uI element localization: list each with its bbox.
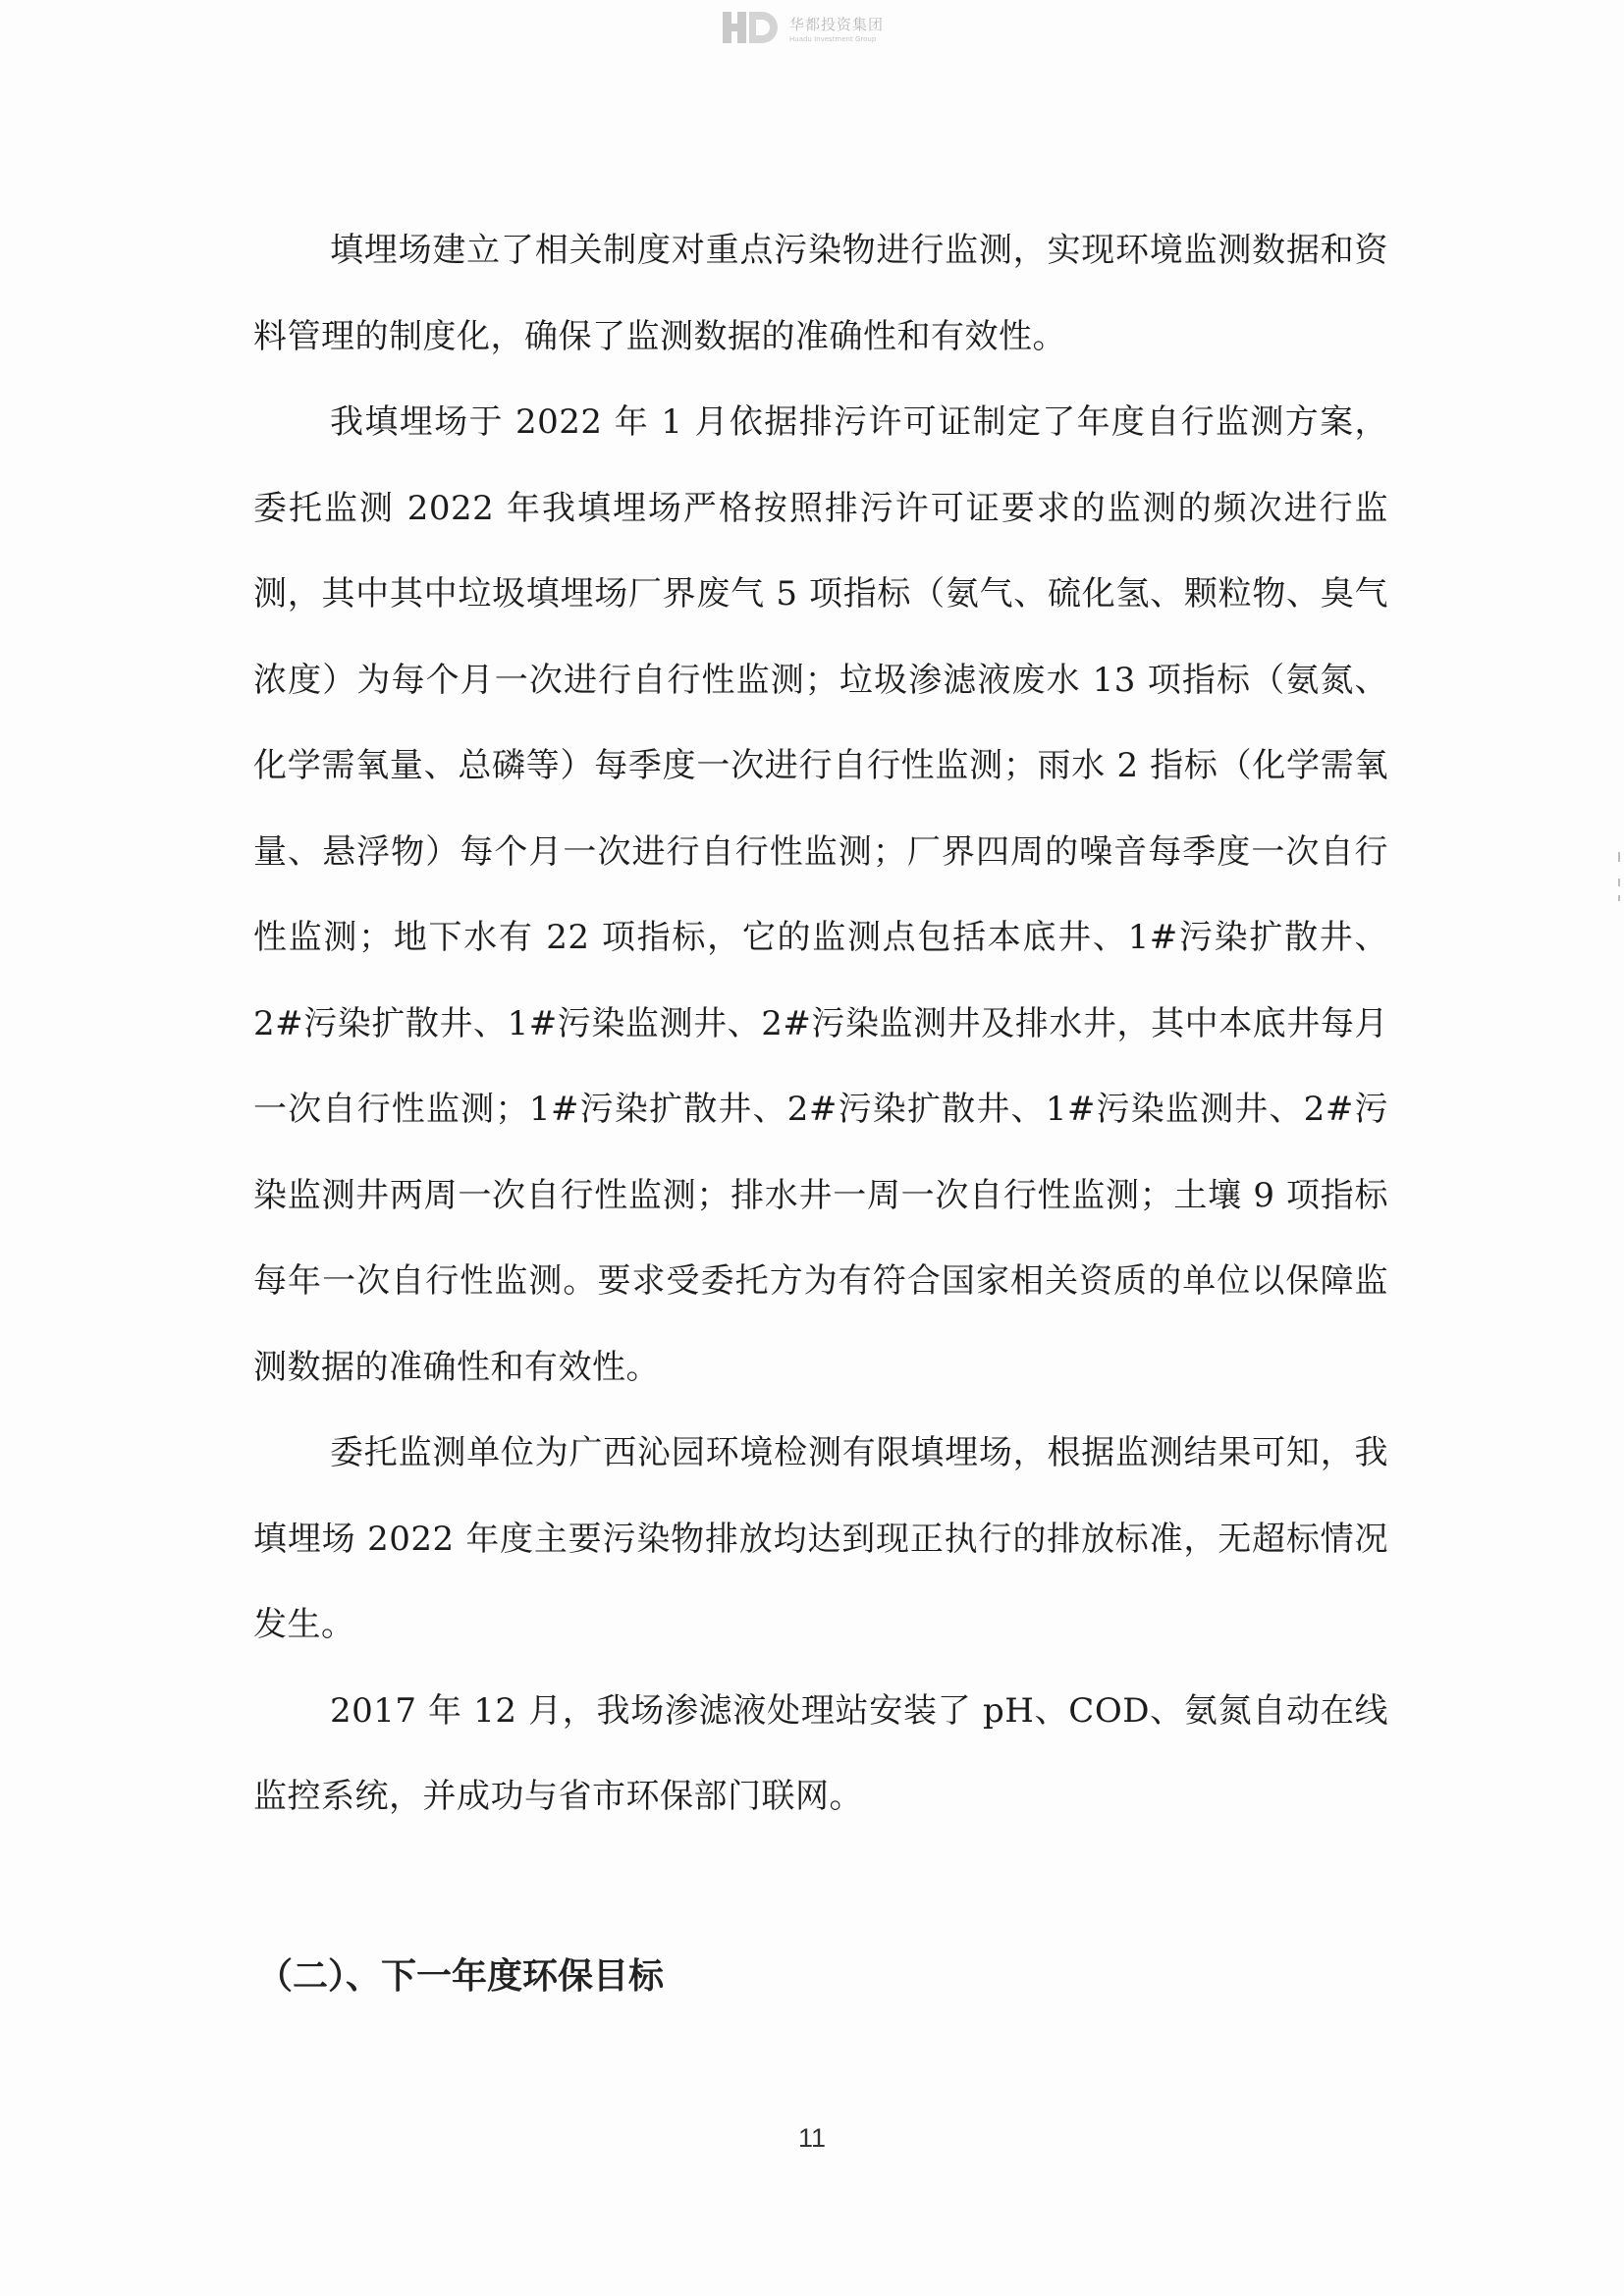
paragraph-2: 我填埋场于 2022 年 1 月依据排污许可证制定了年度自行监测方案，委托监测 2022 年我填埋场严格按照排污许可证要求的监测的频次进行监测，其中其中垃圾填埋场厂界废气 5 项指标（氨气、硫化氢、颗粒物、臭气浓度）为每个月一次进行自行性监测；垃圾渗滤液废水 13 项指标（氨氮、化学需氧量、总磷等）每季度一次进行自行性监测；雨水 2 指标（化学需氧量、悬浮物）每个月一次进行自行性监测；厂界四周的噪音每季度一次自行性监测；地下水有 22 项指标，它的监测点包括本底井、1#污染扩散井、2#污染扩散井、1#污染监测井、2#污染监测井及排水井，其中本底井每月一次自行性监测；1#污染扩散井、2#污染扩散井、1#污染监测井、2#污染监测井两周一次自行性监测；排水井一周一次自行性监测；土壤 9 项指标每年一次自行性监测。要求受委托方为有符合国家相关资质的单位以保障监测数据的准确性和有效性。 bbox=[253, 402, 1388, 1387]
scan-edge-mark bbox=[1618, 879, 1620, 886]
logo-english: Huadu Investment Group bbox=[789, 35, 877, 43]
body-text bbox=[253, 208, 1388, 1841]
paragraph-1: 填埋场建立了相关制度对重点污染物进行监测，实现环境监测数据和资料管理的制度化，确保了监测数据的准确性和有效性。 bbox=[253, 231, 1388, 356]
scan-edge-mark bbox=[1618, 852, 1620, 862]
page-number: 11 bbox=[797, 2123, 827, 2153]
section-heading: （二）、下一年度环保目标 bbox=[257, 1955, 665, 1997]
logo-name: 华都投资集团 bbox=[789, 16, 885, 33]
paragraph-4: 2017 年 12 月，我场渗滤液处理站安装了 pH、COD、氨氮自动在线监控系统，并成功与省市环保部门联网。 bbox=[253, 1690, 1388, 1816]
paragraph-3: 委托监测单位为广西沁园环境检测有限填埋场，根据监测结果可知，我填埋场 2022 年度主要污染物排放均达到现正执行的排放标准，无超标情况发生。 bbox=[253, 1433, 1388, 1644]
header-logo bbox=[719, 8, 895, 53]
scan-edge-mark bbox=[1618, 895, 1620, 901]
hd-logo-icon bbox=[719, 8, 784, 47]
